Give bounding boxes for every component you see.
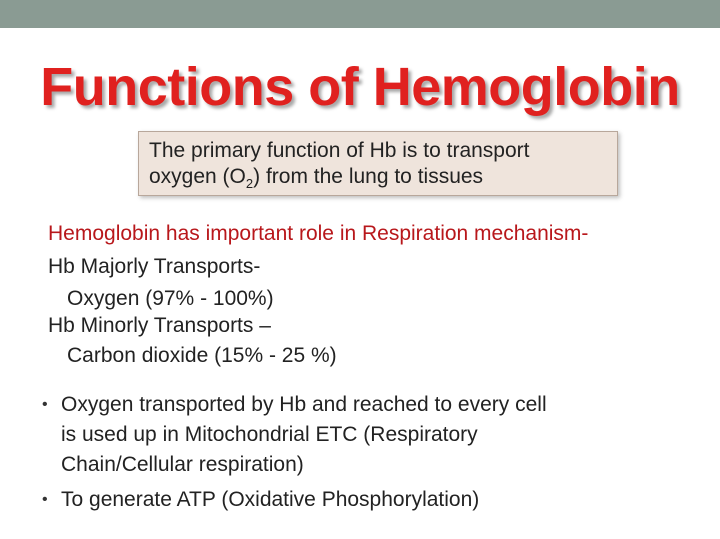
bullet-1-text xyxy=(61,390,661,480)
callout-line-2 xyxy=(149,164,607,197)
bullet-1-line-3: Chain/Cellular respiration) xyxy=(61,453,304,476)
bullet-1-line-1: Oxygen transported by Hb and reached to every cell xyxy=(61,393,547,416)
majorly-transports-line: Hb Majorly Transports- xyxy=(48,255,261,278)
bullet-1-dot: • xyxy=(42,396,48,413)
callout-subscript: 2 xyxy=(245,176,254,192)
bullet-1-line-2: is used up in Mitochondrial ETC (Respiratory xyxy=(61,423,478,446)
slide-title: Functions of Hemoglobin xyxy=(40,57,680,117)
bullet-2-dot: • xyxy=(42,491,48,508)
callout-box xyxy=(138,131,618,196)
top-banner xyxy=(0,0,720,28)
carbon-dioxide-percent-line: Carbon dioxide (15% - 25 %) xyxy=(67,344,337,367)
callout-line-1: The primary function of Hb is to transport xyxy=(149,139,530,162)
oxygen-percent-line: Oxygen (97% - 100%) xyxy=(67,287,274,310)
bullet-2-line-1: To generate ATP (Oxidative Phosphorylation) xyxy=(61,488,480,511)
respiration-role-line: Hemoglobin has important role in Respiration mechanism- xyxy=(48,222,589,245)
bullet-2-text xyxy=(61,485,661,515)
callout-text-b: ) from the lung to tissues xyxy=(253,165,484,188)
callout-text-a: oxygen (O xyxy=(149,165,246,188)
minorly-transports-line: Hb Minorly Transports – xyxy=(48,314,271,337)
